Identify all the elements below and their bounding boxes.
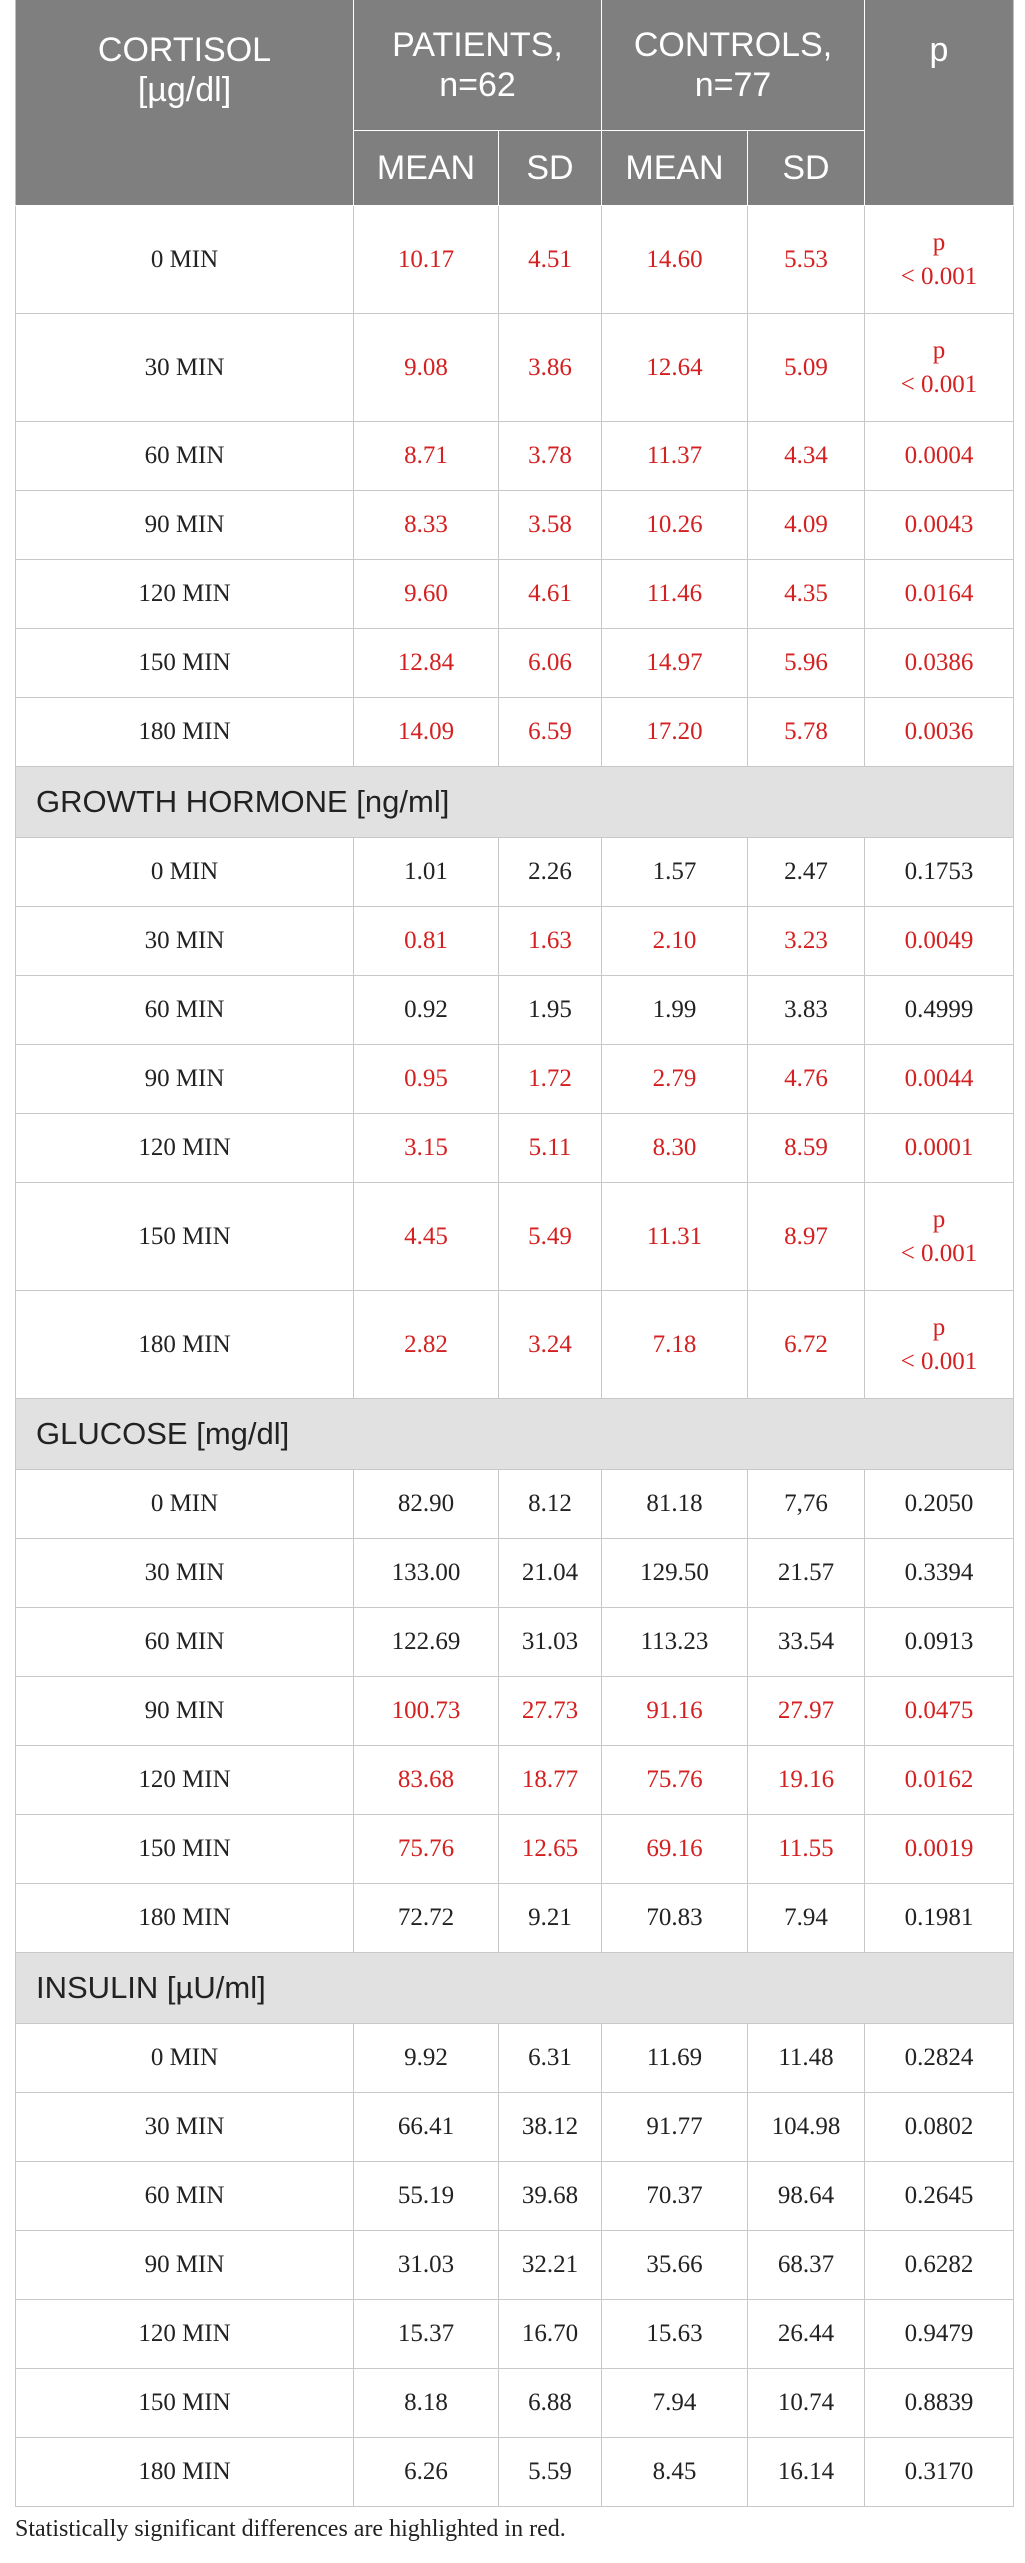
- time-label-cell: 60 MIN: [16, 2162, 354, 2231]
- patients-sd-cell: 39.68: [499, 2162, 602, 2231]
- patients-mean-header: MEAN: [354, 131, 499, 206]
- table-row: [16, 422, 1014, 491]
- patients-sd-cell: 6.88: [499, 2369, 602, 2438]
- table-row: [16, 2024, 1014, 2093]
- time-label-cell: 60 MIN: [16, 1608, 354, 1677]
- time-label-cell: 180 MIN: [16, 2438, 354, 2507]
- table-row: [16, 2162, 1014, 2231]
- controls-sd-cell: 4.76: [748, 1045, 865, 1114]
- table-row: [16, 1539, 1014, 1608]
- p-value-cell: p < 0.001: [865, 1183, 1014, 1291]
- controls-sd-cell: 5.96: [748, 629, 865, 698]
- patients-mean-cell: 72.72: [354, 1884, 499, 1953]
- time-label-cell: 30 MIN: [16, 314, 354, 422]
- table-row: [16, 1045, 1014, 1114]
- time-label-cell: 180 MIN: [16, 1291, 354, 1399]
- controls-mean-cell: 7.94: [602, 2369, 748, 2438]
- table-row: [16, 907, 1014, 976]
- patients-sd-cell: 9.21: [499, 1884, 602, 1953]
- patients-sd-cell: 27.73: [499, 1677, 602, 1746]
- patients-sd-cell: 3.86: [499, 314, 602, 422]
- patients-mean-cell: 0.95: [354, 1045, 499, 1114]
- controls-mean-cell: 35.66: [602, 2231, 748, 2300]
- patients-sd-cell: 6.06: [499, 629, 602, 698]
- controls-mean-cell: 12.64: [602, 314, 748, 422]
- controls-mean-cell: 113.23: [602, 1608, 748, 1677]
- time-label-cell: 120 MIN: [16, 560, 354, 629]
- patients-mean-cell: 9.08: [354, 314, 499, 422]
- p-value-cell: 0.0049: [865, 907, 1014, 976]
- patients-sd-cell: 1.72: [499, 1045, 602, 1114]
- patients-sd-cell: 1.63: [499, 907, 602, 976]
- patients-header: [354, 0, 602, 131]
- controls-mean-cell: 1.57: [602, 838, 748, 907]
- table-row: [16, 1608, 1014, 1677]
- controls-mean-cell: 11.37: [602, 422, 748, 491]
- controls-header-label: CONTROLS, n=77: [633, 26, 833, 104]
- controls-mean-cell: 8.45: [602, 2438, 748, 2507]
- time-label-cell: 180 MIN: [16, 1884, 354, 1953]
- controls-sd-cell: 4.35: [748, 560, 865, 629]
- controls-sd-cell: 5.53: [748, 206, 865, 314]
- controls-sd-cell: 16.14: [748, 2438, 865, 2507]
- controls-mean-cell: 14.97: [602, 629, 748, 698]
- controls-mean-cell: 91.77: [602, 2093, 748, 2162]
- controls-header: [602, 0, 865, 131]
- p-value-cell: 0.0019: [865, 1815, 1014, 1884]
- controls-mean-cell: 2.10: [602, 907, 748, 976]
- patients-sd-cell: 12.65: [499, 1815, 602, 1884]
- controls-sd-cell: 4.34: [748, 422, 865, 491]
- patients-mean-cell: 55.19: [354, 2162, 499, 2231]
- table-row: [16, 206, 1014, 314]
- table-row: [16, 976, 1014, 1045]
- p-value-cell: 0.0802: [865, 2093, 1014, 2162]
- p-value-cell: 0.0036: [865, 698, 1014, 767]
- table-row: [16, 1815, 1014, 1884]
- controls-sd-cell: 104.98: [748, 2093, 865, 2162]
- time-label-cell: 90 MIN: [16, 2231, 354, 2300]
- patients-mean-cell: 75.76: [354, 1815, 499, 1884]
- section-header-row: [16, 1399, 1014, 1470]
- time-label-cell: 120 MIN: [16, 1746, 354, 1815]
- patients-header-label: PATIENTS, n=62: [392, 26, 563, 104]
- table-body: [16, 206, 1014, 2507]
- section-title: INSULIN [µU/ml]: [16, 1953, 1014, 2024]
- controls-mean-cell: 81.18: [602, 1470, 748, 1539]
- patients-sd-cell: 4.51: [499, 206, 602, 314]
- table-header: [16, 0, 1014, 206]
- patients-mean-cell: 133.00: [354, 1539, 499, 1608]
- controls-sd-cell: 68.37: [748, 2231, 865, 2300]
- patients-mean-cell: 12.84: [354, 629, 499, 698]
- patients-mean-cell: 8.71: [354, 422, 499, 491]
- p-value-cell: 0.1981: [865, 1884, 1014, 1953]
- p-value-cell: 0.9479: [865, 2300, 1014, 2369]
- p-value-cell: 0.2824: [865, 2024, 1014, 2093]
- p-value-cell: 0.4999: [865, 976, 1014, 1045]
- controls-mean-cell: 70.83: [602, 1884, 748, 1953]
- time-label-cell: 150 MIN: [16, 1183, 354, 1291]
- controls-sd-cell: 11.48: [748, 2024, 865, 2093]
- table-row: [16, 698, 1014, 767]
- patients-mean-cell: 1.01: [354, 838, 499, 907]
- patients-sd-cell: 18.77: [499, 1746, 602, 1815]
- table-row: [16, 2300, 1014, 2369]
- table-footnote: Statistically significant differences are highlighted in red.: [15, 2516, 566, 2542]
- time-label-cell: 120 MIN: [16, 1114, 354, 1183]
- p-value-cell: 0.3170: [865, 2438, 1014, 2507]
- controls-mean-cell: 11.69: [602, 2024, 748, 2093]
- controls-mean-header: MEAN: [602, 131, 748, 206]
- p-value-cell: 0.0162: [865, 1746, 1014, 1815]
- patients-sd-cell: 2.26: [499, 838, 602, 907]
- controls-mean-cell: 15.63: [602, 2300, 748, 2369]
- time-label-cell: 150 MIN: [16, 629, 354, 698]
- table-row: [16, 2438, 1014, 2507]
- p-value-cell: 0.0913: [865, 1608, 1014, 1677]
- time-label-cell: 120 MIN: [16, 2300, 354, 2369]
- patients-mean-cell: 31.03: [354, 2231, 499, 2300]
- patients-sd-cell: 6.31: [499, 2024, 602, 2093]
- table-row: [16, 1884, 1014, 1953]
- controls-mean-cell: 7.18: [602, 1291, 748, 1399]
- p-header: p: [865, 0, 1014, 206]
- time-label-cell: 90 MIN: [16, 491, 354, 560]
- p-value-cell: 0.1753: [865, 838, 1014, 907]
- controls-sd-cell: 21.57: [748, 1539, 865, 1608]
- cortisol-header-label: CORTISOL [µg/dl]: [97, 31, 272, 109]
- patients-sd-header: SD: [499, 131, 602, 206]
- controls-mean-cell: 17.20: [602, 698, 748, 767]
- controls-sd-cell: 5.78: [748, 698, 865, 767]
- patients-mean-cell: 6.26: [354, 2438, 499, 2507]
- controls-sd-cell: 3.83: [748, 976, 865, 1045]
- controls-sd-cell: 2.47: [748, 838, 865, 907]
- section-title: GROWTH HORMONE [ng/ml]: [16, 767, 1014, 838]
- patients-mean-cell: 8.33: [354, 491, 499, 560]
- time-label-cell: 60 MIN: [16, 976, 354, 1045]
- time-label-cell: 30 MIN: [16, 2093, 354, 2162]
- results-table-container: [15, 0, 1013, 2507]
- controls-sd-cell: 11.55: [748, 1815, 865, 1884]
- patients-sd-cell: 5.59: [499, 2438, 602, 2507]
- patients-sd-cell: 16.70: [499, 2300, 602, 2369]
- controls-sd-cell: 4.09: [748, 491, 865, 560]
- controls-sd-cell: 7,76: [748, 1470, 865, 1539]
- time-label-cell: 150 MIN: [16, 1815, 354, 1884]
- results-table: [15, 0, 1014, 2507]
- p-value-cell: p < 0.001: [865, 206, 1014, 314]
- table-row: [16, 2369, 1014, 2438]
- p-value-cell: 0.0044: [865, 1045, 1014, 1114]
- time-label-cell: 60 MIN: [16, 422, 354, 491]
- patients-sd-cell: 5.49: [499, 1183, 602, 1291]
- table-row: [16, 1183, 1014, 1291]
- time-label-cell: 150 MIN: [16, 2369, 354, 2438]
- p-value-cell: 0.0043: [865, 491, 1014, 560]
- table-row: [16, 1114, 1014, 1183]
- patients-mean-cell: 122.69: [354, 1608, 499, 1677]
- p-value-cell: 0.2050: [865, 1470, 1014, 1539]
- patients-sd-cell: 5.11: [499, 1114, 602, 1183]
- time-label-cell: 0 MIN: [16, 2024, 354, 2093]
- controls-mean-cell: 129.50: [602, 1539, 748, 1608]
- controls-sd-cell: 19.16: [748, 1746, 865, 1815]
- patients-mean-cell: 3.15: [354, 1114, 499, 1183]
- patients-mean-cell: 83.68: [354, 1746, 499, 1815]
- controls-sd-cell: 98.64: [748, 2162, 865, 2231]
- controls-sd-cell: 26.44: [748, 2300, 865, 2369]
- controls-sd-cell: 27.97: [748, 1677, 865, 1746]
- table-row: [16, 314, 1014, 422]
- time-label-cell: 30 MIN: [16, 907, 354, 976]
- patients-sd-cell: 3.78: [499, 422, 602, 491]
- p-value-cell: 0.2645: [865, 2162, 1014, 2231]
- patients-mean-cell: 14.09: [354, 698, 499, 767]
- controls-sd-cell: 3.23: [748, 907, 865, 976]
- controls-mean-cell: 11.31: [602, 1183, 748, 1291]
- patients-sd-cell: 4.61: [499, 560, 602, 629]
- controls-mean-cell: 2.79: [602, 1045, 748, 1114]
- patients-mean-cell: 2.82: [354, 1291, 499, 1399]
- patients-mean-cell: 10.17: [354, 206, 499, 314]
- patients-sd-cell: 38.12: [499, 2093, 602, 2162]
- table-row: [16, 1746, 1014, 1815]
- cortisol-header: [16, 0, 354, 206]
- patients-mean-cell: 82.90: [354, 1470, 499, 1539]
- table-row: [16, 1677, 1014, 1746]
- table-row: [16, 1470, 1014, 1539]
- patients-mean-cell: 9.60: [354, 560, 499, 629]
- table-row: [16, 838, 1014, 907]
- time-label-cell: 0 MIN: [16, 838, 354, 907]
- patients-mean-cell: 9.92: [354, 2024, 499, 2093]
- patients-mean-cell: 100.73: [354, 1677, 499, 1746]
- table-row: [16, 491, 1014, 560]
- patients-mean-cell: 15.37: [354, 2300, 499, 2369]
- controls-mean-cell: 69.16: [602, 1815, 748, 1884]
- table-row: [16, 2093, 1014, 2162]
- p-value-cell: 0.0386: [865, 629, 1014, 698]
- controls-sd-cell: 8.59: [748, 1114, 865, 1183]
- controls-mean-cell: 10.26: [602, 491, 748, 560]
- patients-sd-cell: 3.58: [499, 491, 602, 560]
- controls-mean-cell: 75.76: [602, 1746, 748, 1815]
- controls-sd-cell: 5.09: [748, 314, 865, 422]
- controls-mean-cell: 14.60: [602, 206, 748, 314]
- controls-sd-cell: 33.54: [748, 1608, 865, 1677]
- time-label-cell: 90 MIN: [16, 1677, 354, 1746]
- patients-sd-cell: 32.21: [499, 2231, 602, 2300]
- patients-sd-cell: 8.12: [499, 1470, 602, 1539]
- patients-sd-cell: 3.24: [499, 1291, 602, 1399]
- p-value-cell: 0.0164: [865, 560, 1014, 629]
- table-row: [16, 2231, 1014, 2300]
- p-value-cell: 0.0001: [865, 1114, 1014, 1183]
- time-label-cell: 90 MIN: [16, 1045, 354, 1114]
- table-row: [16, 1291, 1014, 1399]
- time-label-cell: 30 MIN: [16, 1539, 354, 1608]
- patients-mean-cell: 8.18: [354, 2369, 499, 2438]
- controls-sd-cell: 7.94: [748, 1884, 865, 1953]
- section-header-row: [16, 1953, 1014, 2024]
- p-value-cell: 0.0475: [865, 1677, 1014, 1746]
- controls-mean-cell: 1.99: [602, 976, 748, 1045]
- controls-mean-cell: 11.46: [602, 560, 748, 629]
- patients-mean-cell: 0.81: [354, 907, 499, 976]
- controls-mean-cell: 8.30: [602, 1114, 748, 1183]
- patients-sd-cell: 6.59: [499, 698, 602, 767]
- patients-sd-cell: 1.95: [499, 976, 602, 1045]
- section-header-row: [16, 767, 1014, 838]
- patients-mean-cell: 0.92: [354, 976, 499, 1045]
- table-row: [16, 629, 1014, 698]
- time-label-cell: 0 MIN: [16, 1470, 354, 1539]
- controls-mean-cell: 70.37: [602, 2162, 748, 2231]
- p-value-cell: 0.0004: [865, 422, 1014, 491]
- patients-mean-cell: 66.41: [354, 2093, 499, 2162]
- p-value-cell: p < 0.001: [865, 314, 1014, 422]
- patients-mean-cell: 4.45: [354, 1183, 499, 1291]
- time-label-cell: 180 MIN: [16, 698, 354, 767]
- patients-sd-cell: 21.04: [499, 1539, 602, 1608]
- time-label-cell: 0 MIN: [16, 206, 354, 314]
- table-row: [16, 560, 1014, 629]
- section-title: GLUCOSE [mg/dl]: [16, 1399, 1014, 1470]
- controls-sd-header: SD: [748, 131, 865, 206]
- controls-sd-cell: 8.97: [748, 1183, 865, 1291]
- p-value-cell: 0.6282: [865, 2231, 1014, 2300]
- p-value-cell: 0.3394: [865, 1539, 1014, 1608]
- patients-sd-cell: 31.03: [499, 1608, 602, 1677]
- controls-mean-cell: 91.16: [602, 1677, 748, 1746]
- p-value-cell: p < 0.001: [865, 1291, 1014, 1399]
- p-value-cell: 0.8839: [865, 2369, 1014, 2438]
- controls-sd-cell: 10.74: [748, 2369, 865, 2438]
- controls-sd-cell: 6.72: [748, 1291, 865, 1399]
